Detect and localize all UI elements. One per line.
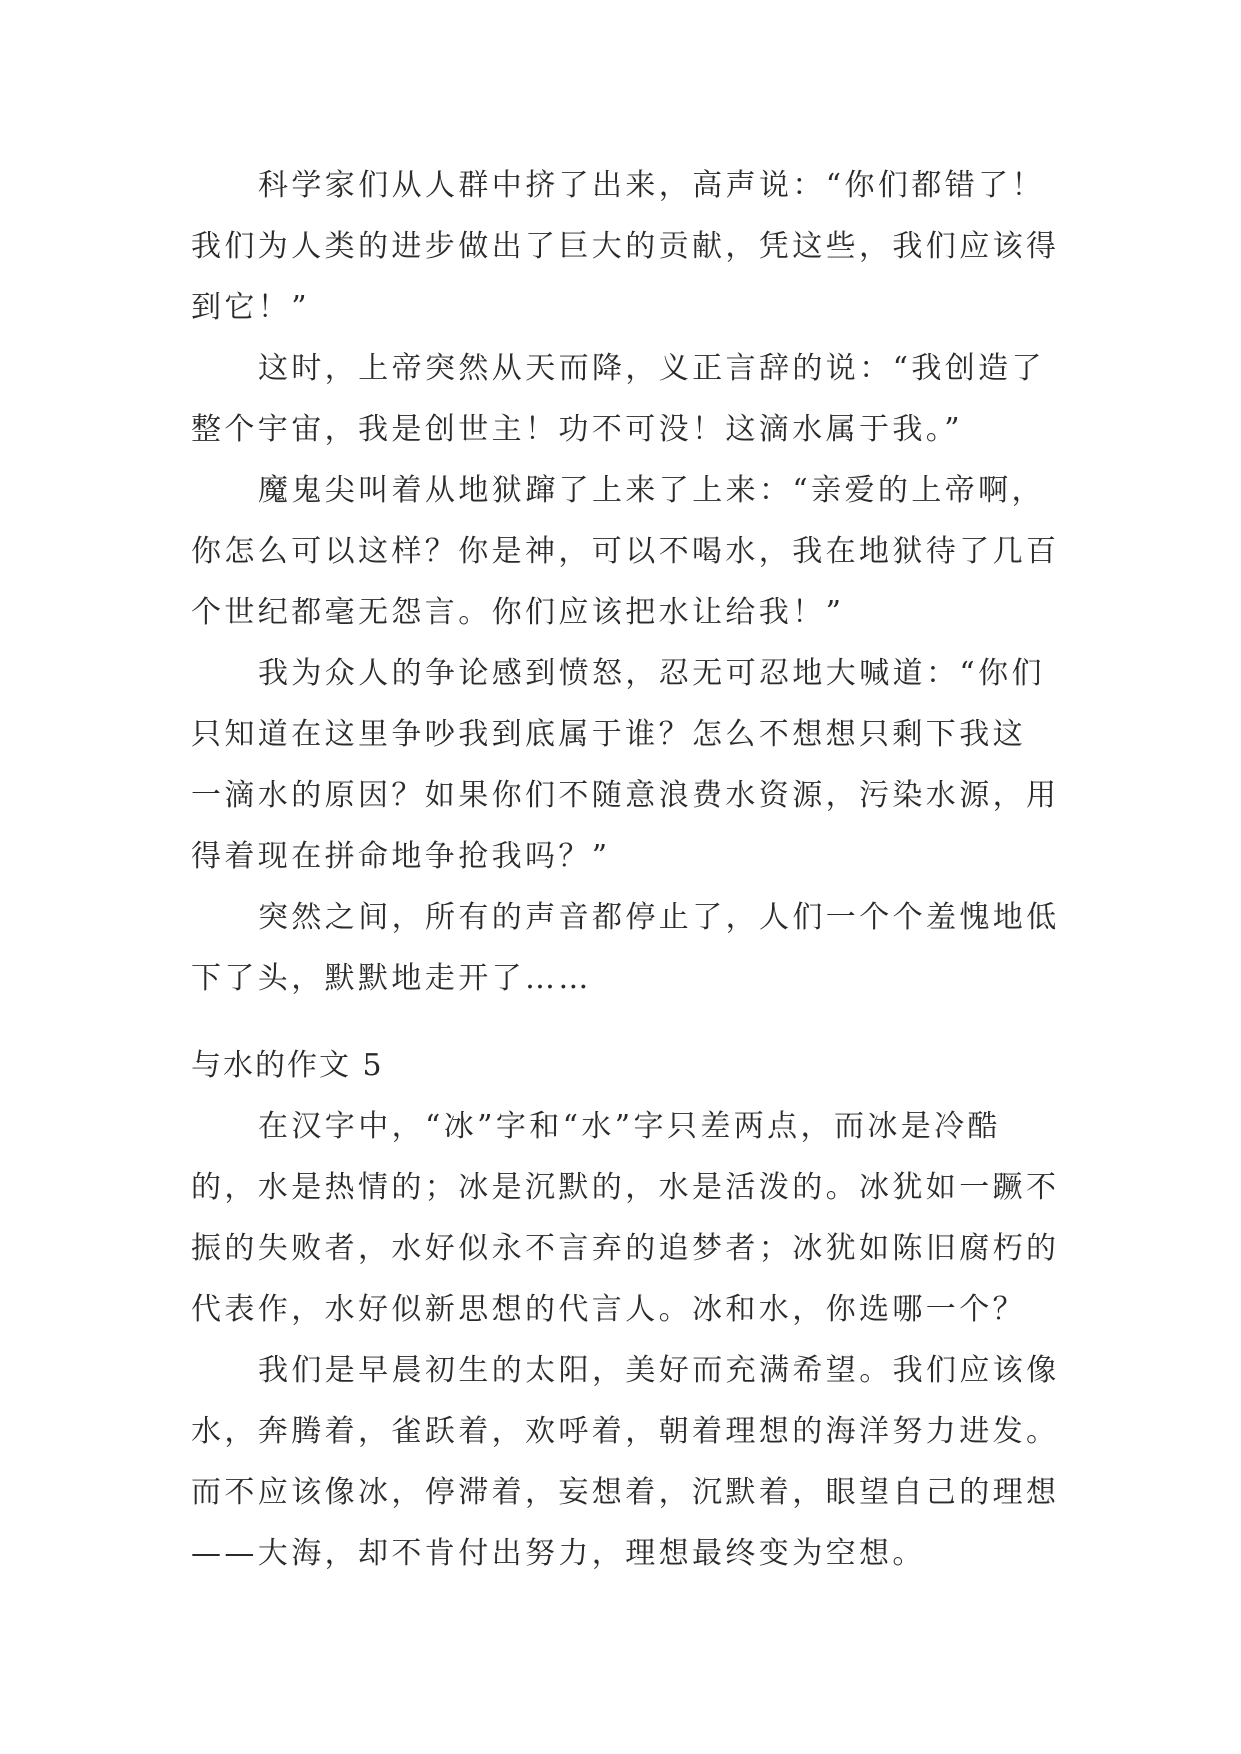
paragraph-devil [191,460,1061,643]
paragraph-line: 在汉字中，“冰”字和“水”字只差两点，而冰是冷酷 [258,1109,1001,1144]
paragraph-line: 整个宇宙，我是创世主！功不可没！这滴水属于我。” [191,412,963,447]
paragraph-water-drop [191,643,1061,887]
paragraph-line: 代表作，水好似新思想的代言人。冰和水，你选哪一个？ [191,1292,1026,1327]
section-a [191,155,1061,1009]
paragraph-line: ——大海，却不肯付出努力，理想最终变为空想。 [191,1536,926,1571]
paragraph-line: 一滴水的原因？如果你们不随意浪费水资源，污染水源，用 [191,778,1060,813]
paragraph-line: 到它！” [191,290,310,325]
paragraph-scientists [191,155,1061,338]
paragraph-line: 你怎么可以这样？你是神，可以不喝水，我在地狱待了几百 [191,534,1060,569]
paragraph-line: 个世纪都毫无怨言。你们应该把水让给我！” [191,595,845,630]
paragraph-line: 突然之间，所有的声音都停止了，人们一个个羞愧地低 [258,900,1060,935]
paragraph-line: 水，奔腾着，雀跃着，欢呼着，朝着理想的海洋努力进发。 [191,1414,1060,1449]
essay-heading: 与水的作文 5 [191,1048,384,1083]
paragraph-line: 只知道在这里争吵我到底属于谁？怎么不想想只剩下我这 [191,717,1026,752]
paragraph-line: 这时，上帝突然从天而降，义正言辞的说：“我创造了 [258,351,1045,386]
paragraph-line: 下了头，默默地走开了…… [191,961,592,996]
paragraph-line: 而不应该像冰，停滞着，妄想着，沉默着，眼望自己的理想 [191,1475,1060,1510]
paragraph-line: 我们为人类的进步做出了巨大的贡献，凭这些，我们应该得 [191,229,1060,264]
paragraph-line: 的，水是热情的；冰是沉默的，水是活泼的。冰犹如一蹶不 [191,1170,1060,1205]
paragraph-morning-sun [191,1340,1061,1584]
paragraph-ice-water [191,1096,1061,1340]
paragraph-silence [191,887,1061,1009]
paragraph-line: 我为众人的争论感到愤怒，忍无可忍地大喊道：“你们 [258,656,1045,691]
section-b [191,1096,1061,1584]
paragraph-god [191,338,1061,460]
paragraph-line: 魔鬼尖叫着从地狱蹿了上来了上来：“亲爱的上帝啊， [258,473,1045,508]
paragraph-line: 科学家们从人群中挤了出来，高声说：“你们都错了！ [258,168,1045,203]
paragraph-line: 振的失败者，水好似永不言弃的追梦者；冰犹如陈旧腐朽的 [191,1231,1060,1266]
paragraph-line: 我们是早晨初生的太阳，美好而充满希望。我们应该像 [258,1353,1060,1388]
paragraph-line: 得着现在拼命地争抢我吗？” [191,839,611,874]
